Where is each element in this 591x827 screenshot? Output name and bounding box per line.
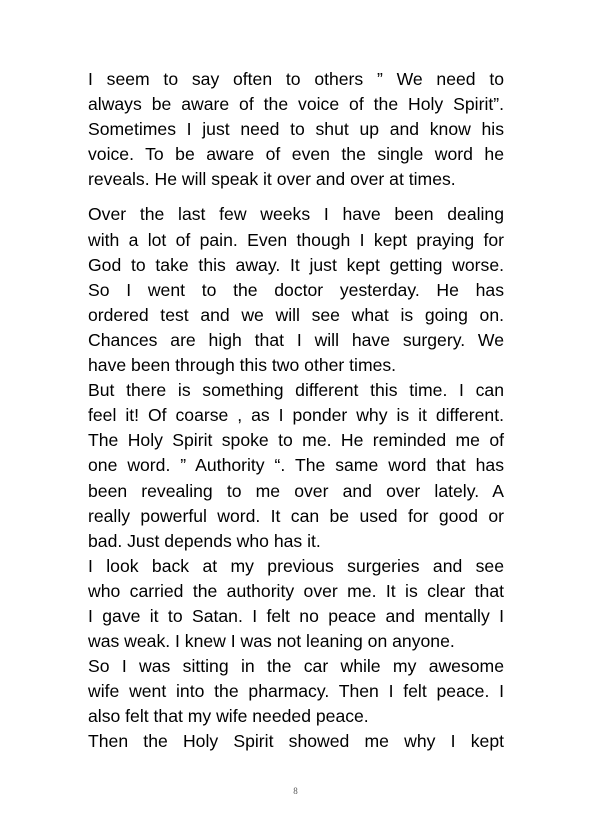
- text-line: have been through this two other times.: [88, 355, 397, 376]
- text-line: Over the last few weeks I have been dealing: [88, 204, 504, 225]
- text-line: who carried the authority over me. It is clear that: [88, 580, 504, 601]
- paragraph-1: [88, 67, 504, 192]
- text-line: So I went to the doctor yesterday. He has: [88, 279, 504, 300]
- text-line: also felt that my wife needed peace.: [88, 706, 369, 727]
- text-line: Chances are high that I will have surgery. We: [88, 329, 504, 350]
- text-line: Then the Holy Spirit showed me why I kept: [88, 731, 504, 752]
- text-line: bad. Just depends who has it.: [88, 530, 321, 551]
- paragraph-6: [88, 729, 504, 754]
- text-line: voice. To be aware of even the single word he: [88, 144, 504, 165]
- text-line: with a lot of pain. Even though I kept praying for: [88, 229, 504, 250]
- text-line: I seem to say often to others ” We need to: [88, 69, 504, 89]
- page-number: 8: [293, 786, 298, 796]
- text-line: The Holy Spirit spoke to me. He reminded me of: [88, 430, 504, 451]
- text-line: God to take this away. It just kept getting worse.: [88, 254, 504, 275]
- text-line: I gave it to Satan. I felt no peace and mentally I: [88, 605, 504, 626]
- text-line: So I was sitting in the car while my awesome: [88, 656, 504, 677]
- text-line: always be aware of the voice of the Holy Spirit”.: [88, 94, 504, 115]
- paragraph-2: [88, 202, 504, 378]
- text-line: But there is something different this time. I can: [88, 380, 504, 401]
- text-line: one word. ” Authority “. The same word that has: [88, 455, 504, 476]
- paragraph-5: [88, 654, 504, 729]
- paragraph-spacing: [88, 192, 504, 202]
- paragraph-4: [88, 554, 504, 654]
- text-line: wife went into the pharmacy. Then I felt peace. I: [88, 681, 504, 702]
- text-line: Sometimes I just need to shut up and know his: [88, 119, 504, 140]
- text-line: been revealing to me over and over lately. A: [88, 480, 504, 501]
- paragraph-3: [88, 378, 504, 554]
- text-line: was weak. I knew I was not leaning on anyone.: [88, 631, 455, 652]
- text-line: reveals. He will speak it over and over at times.: [88, 169, 456, 190]
- text-line: ordered test and we will see what is going on.: [88, 304, 504, 325]
- text-line: feel it! Of coarse , as I ponder why is it different.: [88, 405, 504, 426]
- text-line: I look back at my previous surgeries and see: [88, 555, 504, 576]
- text-line: really powerful word. It can be used for good or: [88, 505, 504, 526]
- body-text: [88, 67, 504, 755]
